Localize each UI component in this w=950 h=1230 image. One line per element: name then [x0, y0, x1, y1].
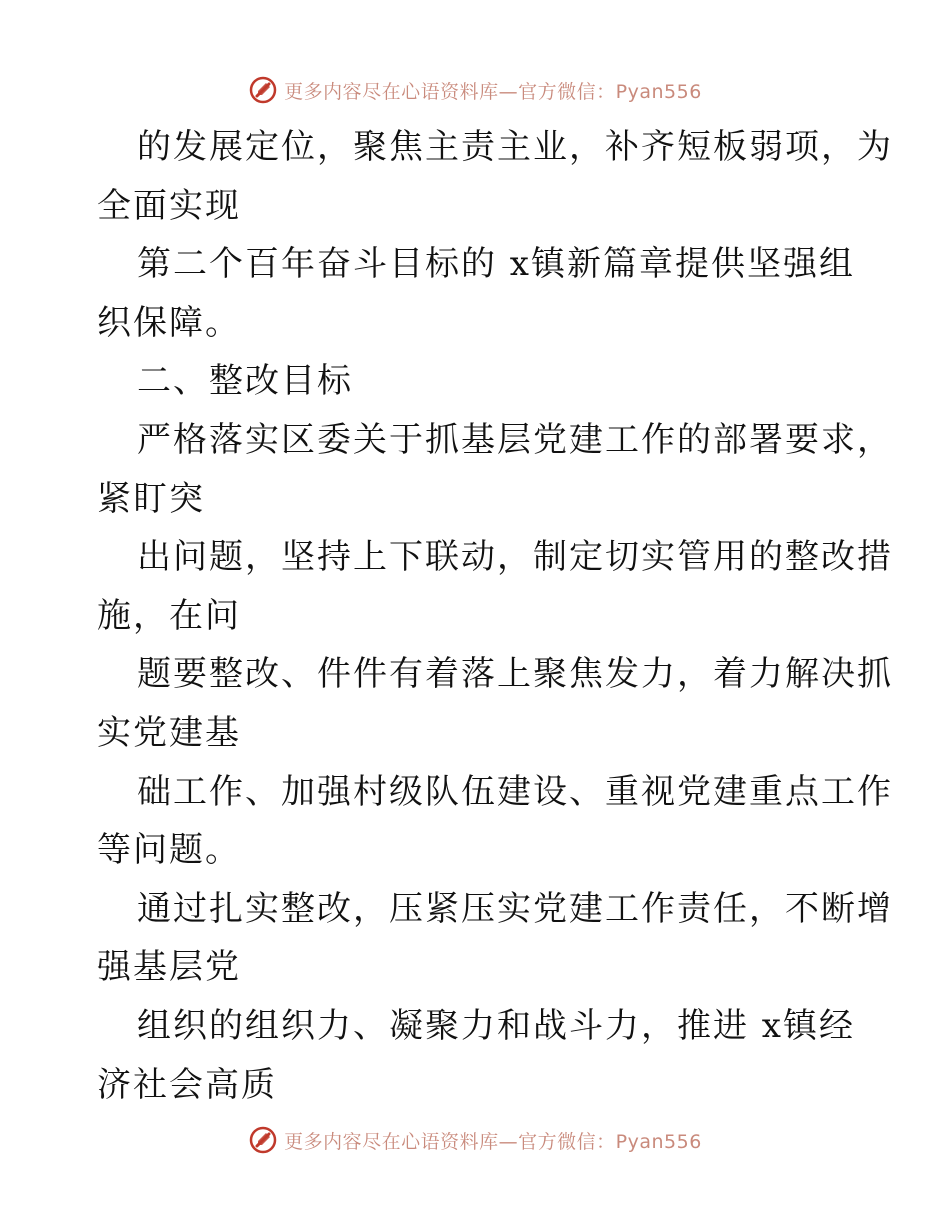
text-line: 出问题，坚持上下联动，制定切实管用的整改措 — [137, 537, 893, 578]
text-line: 第二个百年奋斗目标的 x镇新篇章提供坚强组 — [137, 244, 855, 285]
text-line: 二、整改目标 — [137, 361, 353, 402]
watermark-text: 更多内容尽在心语资料库—官方微信：Pyan556 — [284, 1130, 702, 1153]
text-line: 通过扎实整改，压紧压实党建工作责任，不断增 — [137, 888, 893, 929]
text-line: 题要整改、件件有着落上聚焦发力，着力解决抓 — [137, 654, 893, 695]
text-line: 等问题。 — [97, 830, 241, 871]
logo-icon — [248, 1125, 278, 1155]
footer-watermark — [0, 1120, 950, 1160]
text-line: 的发展定位，聚焦主责主业，补齐短板弱项，为 — [137, 127, 893, 167]
text-line: 紧盯突 — [97, 478, 205, 519]
text-line: 实党建基 — [97, 712, 241, 753]
text-line: 织保障。 — [97, 302, 241, 343]
text-line: 强基层党 — [97, 947, 241, 988]
text-line: 础工作、加强村级队伍建设、重视党建重点工作 — [137, 771, 893, 812]
logo-icon — [248, 75, 278, 105]
document-body — [97, 118, 893, 1114]
text-line: 施，在问 — [97, 595, 241, 636]
text-line: 济社会高质 — [97, 1064, 277, 1105]
text-line: 全面实现 — [97, 185, 241, 226]
header-watermark — [0, 70, 950, 110]
text-line: 严格落实区委关于抓基层党建工作的部署要求， — [137, 419, 893, 460]
text-line: 组织的组织力、凝聚力和战斗力，推进 x镇经 — [137, 1005, 855, 1046]
watermark-text: 更多内容尽在心语资料库—官方微信：Pyan556 — [284, 80, 702, 103]
